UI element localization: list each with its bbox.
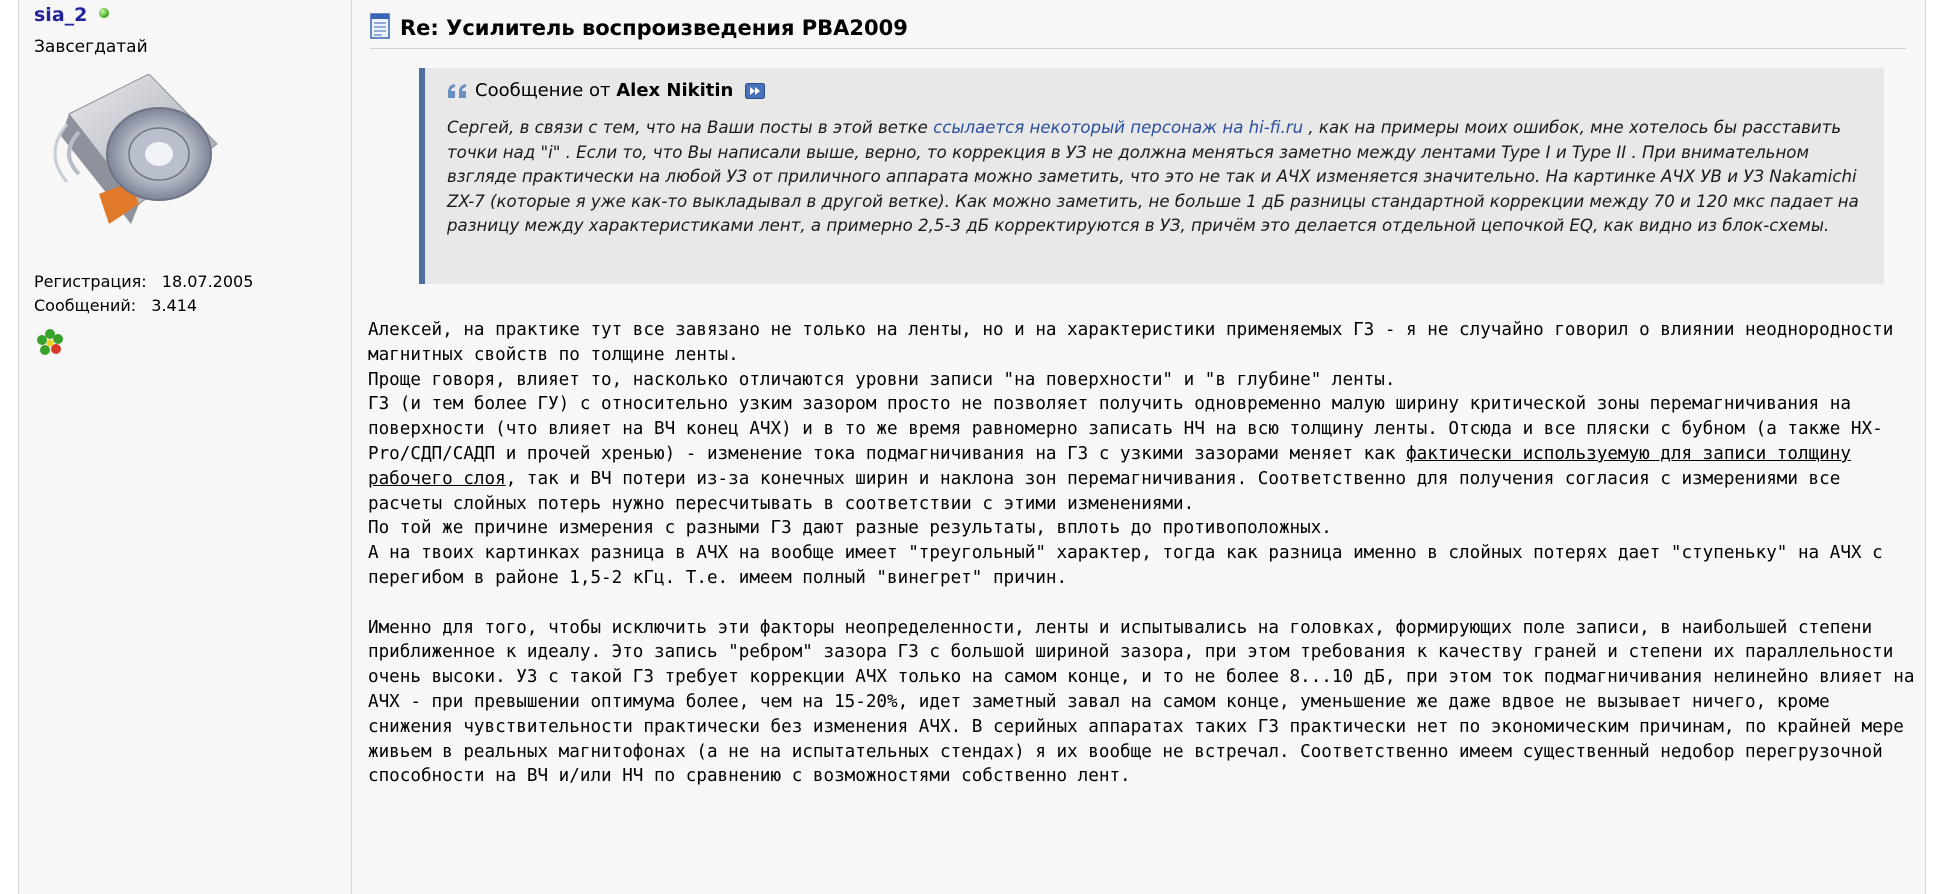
online-status-icon [99, 8, 109, 18]
paragraph-gap [368, 591, 1916, 616]
user-info [34, 270, 253, 318]
quote-header [447, 80, 765, 101]
quote-text-end: , как на примеры моих ошибок, мне хотелось бы расставить точки над "i" . Если то, что Вы написали выше, верно, то коррекция в УЗ не должна меняться заметно между лентами Type I и Type II . При внимательном взгляде практически на любой УЗ от приличного аппарата можно заметить, что это не так и АЧХ изменяется значительно. На картинке АЧХ УВ и УЗ Nakamichi ZX-7 (которые я уже как-то выкладывал в другой ветке). Как можно заметить, не больше 1 дБ разницы стандартной коррекции между 70 и 120 мкс падает на разницу между характеристиками лент, а примерно 2,5-3 дБ корректируются в УЗ, причём это делается отдельной цепочкой EQ, как видно из блок-схемы. [447, 118, 1859, 236]
user-panel [19, 0, 352, 894]
speaker-avatar [39, 74, 249, 244]
registration-label: Регистрация: [34, 272, 147, 291]
quote-link[interactable]: ссылается некоторый персонаж на hi-fi.ru [933, 118, 1304, 137]
paragraph-4: По той же причине измерения с разными ГЗ дают разные результаты, вплоть до противоположных. [368, 518, 1332, 539]
document-icon [370, 13, 390, 39]
paragraph-2: Проще говоря, влияет то, насколько отличаются уровни записи "на поверхности" и "в глубине" ленты. [368, 369, 1396, 390]
registration-date: 18.07.2005 [161, 272, 254, 291]
paragraph-3 [368, 392, 1916, 516]
quote-block [419, 68, 1884, 284]
post-panel [352, 0, 1923, 894]
user-rank: Завсегдатай [34, 37, 148, 57]
quote-author: Alex Nikitin [616, 80, 734, 101]
post-body [368, 318, 1916, 789]
posts-count: 3.414 [151, 296, 198, 315]
quote-text [447, 116, 1867, 239]
paragraph-5: А на твоих картинках разница в АЧХ на вообще имеет "треугольный" характер, тогда как разница именно в слойных потерях дает "ступеньку" на АЧХ с перегибом в районе 1,5-2 кГц. Т.е. имеем полный "винегрет" причин. [368, 543, 1883, 588]
quote-text-start: Сергей, в связи с тем, что на Ваши посты в этой ветке [447, 118, 934, 137]
underlined-phrase: фактически используемую для записи толщину рабочего слоя [368, 443, 1851, 489]
post-title: Re: Усилитель воспроизведения PBA2009 [400, 16, 908, 40]
paragraph-1: Алексей, на практике тут все завязано не только на ленты, но и на характеристики применяемых ГЗ - я не случайно говорил о влиянии неоднородности магнитных свойств по толщине ленты. [368, 320, 1894, 365]
post-header [370, 10, 1906, 49]
username-link[interactable]: sia_2 [34, 4, 88, 26]
paragraph-6: Именно для того, чтобы исключить эти факторы неопределенности, ленты и испытывались на головках, формирующих поле записи, в наибольшей степени приближенное к идеалу. Это запись "ребром" зазора ГЗ с большой шириной зазора, при этом требования к качеству граней и степени их параллельности очень высоки. УЗ с такой ГЗ требует коррекции АЧХ только на самом конце, и то не более 8...10 дБ, при этом ток подмагничивания нелинейно влияет на АЧХ - при превышении оптимума более, чем на 15-20%, идет заметный завал на самом конце, уменьшение же даже вдвое не вызывает ничего, кроме снижения чувствительности практически без изменения АЧХ. В серийных аппаратах таких ГЗ практически нет по экономическим причинам, по крайней мере живьем в реальных магнитофонах (а не на испытательных стендах) я их вообще не встречал. Соответственно имеем существенный недобор перегрузочной способности на ВЧ и/или НЧ по сравнению с возможностями собственно лент. [368, 617, 1915, 787]
paragraph-3-end: , так и ВЧ потери из-за конечных ширин и наклона зон перемагничивания. Соответственно для получения согласия с измерениями все расчеты слойных потерь нужно пересчитывать в соответствии с этими изменениями. [368, 468, 1841, 514]
paragraph-3-start: ГЗ (и тем более ГУ) с относительно узким зазором просто не позволяет получить одновременно малую ширину критической зоны перемагничивания на поверхности (что влияет на ВЧ конец АЧХ) и в то же время равномерно записать НЧ на всю толщину ленты. Отсюда и все пляски с бубном (а также HX-Pro/СДП/САДП и прочей хренью) - изменение тока подмагничивания на ГЗ с узкими зазорами меняет как [368, 394, 1883, 464]
quote-icon [447, 83, 469, 99]
goto-post-icon[interactable] [745, 83, 765, 99]
posts-count-label: Сообщений: [34, 296, 137, 315]
quote-prefix: Сообщение от [475, 80, 611, 101]
icq-flower-icon[interactable] [35, 328, 65, 358]
